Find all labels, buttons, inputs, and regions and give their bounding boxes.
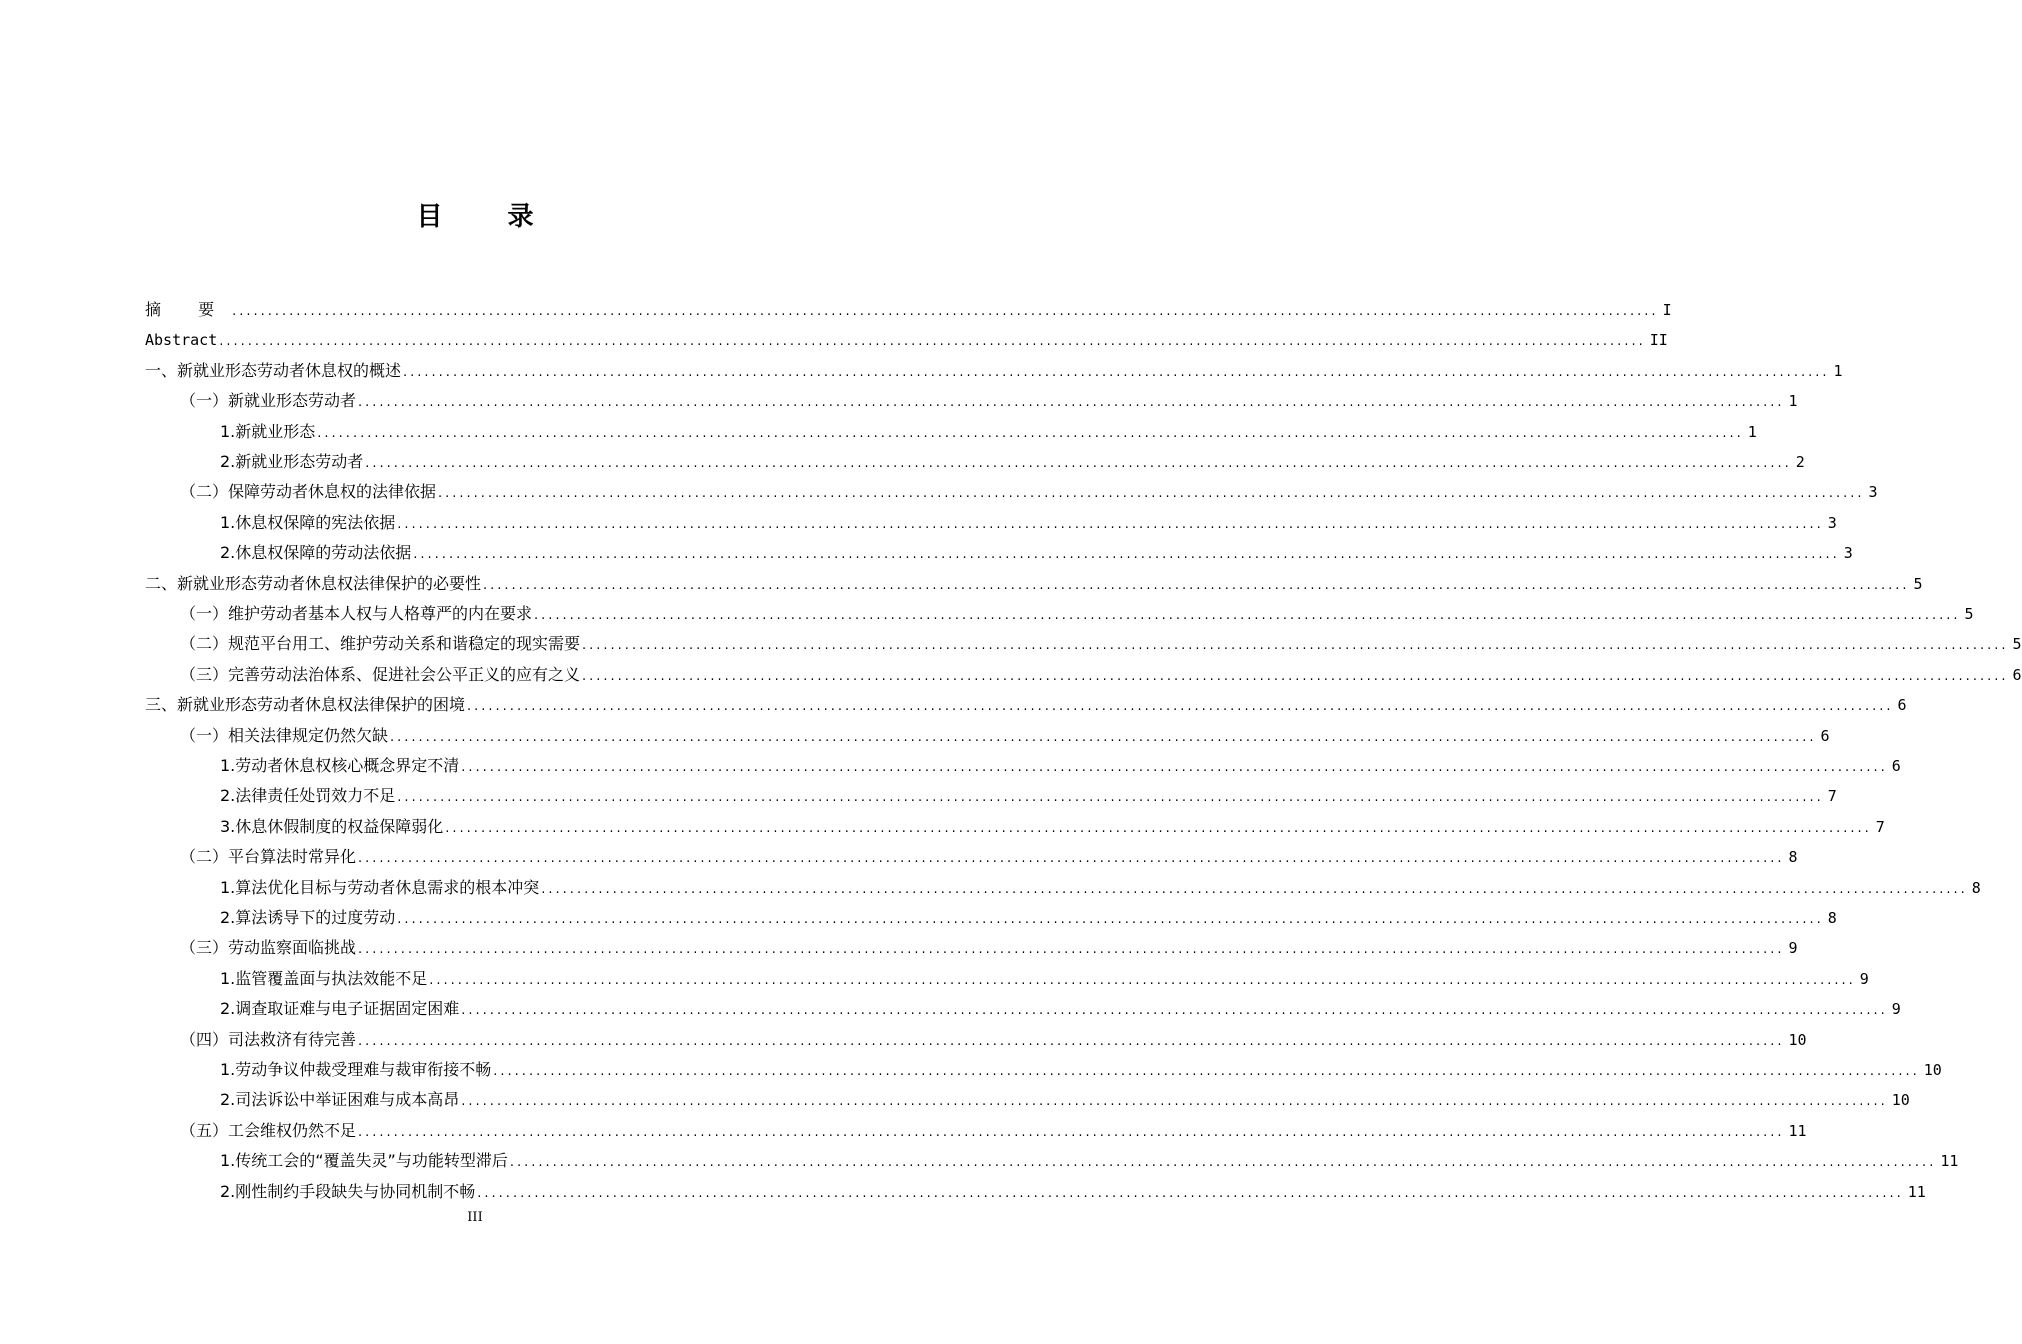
toc-entry-page: 1: [1788, 392, 1798, 411]
toc-entry[interactable]: [220, 873, 1981, 903]
toc-entry[interactable]: [220, 994, 1901, 1024]
toc-entry-label: （一）维护劳动者基本人权与人格尊严的内在要求: [180, 604, 533, 623]
toc-entry-page: 11: [1907, 1182, 1926, 1201]
toc-entry-page: 6: [1820, 726, 1830, 745]
toc-dot-leader: ........................................................................................................................................................................................................: [509, 1155, 1937, 1171]
toc-entry[interactable]: [180, 660, 2022, 690]
toc-entry-label: 2.法律责任处罚效力不足: [220, 786, 396, 806]
toc-entry-page: 10: [1891, 1091, 1910, 1110]
toc-entry-page: 6: [1897, 696, 1907, 715]
toc-entry-label: （五）工会维权仍然不足: [180, 1120, 357, 1140]
toc-entry-label: 2.新就业形态劳动者: [220, 452, 364, 471]
toc-dot-leader: ........................................................................................................................................................................................................: [317, 425, 1744, 441]
toc-entry-label: （四）司法救济有待完善: [180, 1029, 357, 1049]
toc-entry[interactable]: [220, 508, 1837, 538]
toc-entry-page: 6: [1891, 757, 1901, 775]
toc-entry[interactable]: [220, 1085, 1910, 1115]
toc-dot-leader: ........................................................................................................................................................................................................: [232, 304, 1659, 319]
toc-entry[interactable]: [180, 721, 1830, 751]
toc-entry-page: 3: [1868, 483, 1878, 502]
toc-entry-label: （一）新就业形态劳动者: [180, 391, 357, 411]
toc-dot-leader: ........................................................................................................................................................................................................: [438, 486, 1865, 502]
toc-entry[interactable]: [145, 295, 1672, 325]
toc-dot-leader: ........................................................................................................................................................................................................: [219, 334, 1646, 350]
toc-entry-label: （二）平台算法时常异化: [180, 847, 357, 867]
page-number-footer: III: [467, 1210, 483, 1225]
toc-entry-page: 9: [1891, 1000, 1901, 1019]
toc-entry[interactable]: [220, 417, 1757, 447]
toc-entry-label: （二）保障劳动者休息权的法律依据: [180, 482, 437, 502]
toc-dot-leader: ........................................................................................................................................................................................................: [477, 1185, 1904, 1201]
toc-dot-leader: ........................................................................................................................................................................................................: [429, 972, 1856, 988]
toc-entry[interactable]: [220, 781, 1837, 811]
toc-dot-leader: ........................................................................................................................................................................................................: [483, 577, 1910, 593]
toc-entry[interactable]: [180, 629, 2022, 659]
toc-entry-label: 一、新就业形态劳动者休息权的概述: [145, 360, 402, 380]
toc-entry-page: 10: [1923, 1061, 1942, 1079]
toc-entry-label: 1.劳动者休息权核心概念界定不清: [220, 756, 460, 775]
toc-entry-page: I: [1662, 301, 1672, 319]
toc-entry-page: 5: [1913, 574, 1923, 593]
toc-entry-page: 10: [1788, 1030, 1807, 1049]
toc-entry-page: 9: [1788, 939, 1798, 958]
toc-entry-page: 9: [1859, 969, 1869, 988]
toc-entry[interactable]: [220, 903, 1837, 933]
toc-entry[interactable]: [220, 812, 1885, 842]
toc-entry[interactable]: [180, 933, 1798, 963]
toc-dot-leader: ........................................................................................................................................................................................................: [445, 820, 1872, 836]
toc-entry[interactable]: [220, 1177, 1926, 1207]
toc-entry[interactable]: [145, 690, 1907, 720]
toc-entry[interactable]: [145, 356, 1843, 386]
toc-entry-label: （二）规范平台用工、维护劳动关系和谐稳定的现实需要: [180, 634, 581, 654]
toc-entry-page: 1: [1833, 361, 1843, 380]
toc-dot-leader: ........................................................................................................................................................................................................: [403, 364, 1830, 380]
toc-entry-page: 1: [1747, 422, 1757, 441]
toc-dot-leader: ........................................................................................................................................................................................................: [413, 547, 1840, 563]
toc-entry-label: 1.新就业形态: [220, 421, 316, 441]
toc-entry-page: 5: [1964, 605, 1974, 623]
toc-dot-leader: ........................................................................................................................................................................................................: [358, 1124, 1785, 1140]
toc-entry-page: 3: [1827, 513, 1837, 532]
toc-entry[interactable]: [180, 1116, 1807, 1146]
toc-dot-leader: ........................................................................................................................................................................................................: [461, 760, 1888, 775]
toc-entry-page: 8: [1827, 909, 1837, 927]
toc-entry-page: 2: [1795, 453, 1805, 471]
toc-dot-leader: ........................................................................................................................................................................................................: [467, 699, 1894, 715]
toc-entry-label: 二、新就业形态劳动者休息权法律保护的必要性: [145, 573, 482, 593]
toc-entry[interactable]: [220, 751, 1901, 781]
toc-dot-leader: ........................................................................................................................................................................................................: [582, 638, 2009, 654]
toc-entry-label: 2.司法诉讼中举证困难与成本高昂: [220, 1090, 460, 1110]
toc-dot-leader: ........................................................................................................................................................................................................: [582, 668, 2009, 684]
toc-entry-label: （三）完善劳动法治体系、促进社会公平正义的应有之义: [180, 664, 581, 684]
toc-entry-page: 5: [2012, 635, 2022, 654]
toc-entry[interactable]: [145, 569, 1923, 599]
toc-entry-label: 2.调查取证难与电子证据固定困难: [220, 999, 460, 1019]
toc-entry[interactable]: [220, 447, 1805, 477]
toc-entry-label: 2.算法诱导下的过度劳动: [220, 908, 396, 927]
toc-entry-page: 7: [1875, 817, 1885, 836]
toc-entry-label: （三）劳动监察面临挑战: [180, 938, 357, 958]
toc-dot-leader: ........................................................................................................................................................................................................: [397, 516, 1824, 532]
toc-title: 目 录: [416, 202, 562, 232]
toc-entry[interactable]: [180, 477, 1878, 507]
toc-dot-leader: ........................................................................................................................................................................................................: [461, 1094, 1888, 1110]
toc-entry-page: 6: [2012, 665, 2022, 684]
toc-dot-leader: ........................................................................................................................................................................................................: [390, 729, 1817, 745]
toc-entry-label: 1.监管覆盖面与执法效能不足: [220, 968, 428, 988]
toc-entry-page: 11: [1788, 1121, 1807, 1140]
toc-entry-label: 1.休息权保障的宪法依据: [220, 512, 396, 532]
toc-entry[interactable]: [180, 386, 1798, 416]
toc-entry-page: 8: [1971, 878, 1981, 897]
toc-dot-leader: ........................................................................................................................................................................................................: [365, 456, 1792, 471]
toc-entry-label: 3.休息休假制度的权益保障弱化: [220, 816, 444, 836]
toc-dot-leader: ........................................................................................................................................................................................................: [358, 942, 1785, 958]
toc-entry[interactable]: [180, 599, 1974, 629]
toc-entry-label: 2.休息权保障的劳动法依据: [220, 543, 412, 563]
toc-entry-label: 1.算法优化目标与劳动者休息需求的根本冲突: [220, 877, 540, 897]
toc-dot-leader: ........................................................................................................................................................................................................: [493, 1064, 1920, 1079]
toc-dot-leader: ........................................................................................................................................................................................................: [358, 1033, 1785, 1049]
toc-entry[interactable]: [145, 325, 1668, 355]
toc-entry-label: Abstract: [145, 331, 218, 350]
toc-entry-page: 7: [1827, 787, 1837, 806]
toc-entry-label: 三、新就业形态劳动者休息权法律保护的困境: [145, 695, 466, 715]
toc-entry[interactable]: [220, 538, 1853, 568]
toc-dot-leader: ........................................................................................................................................................................................................: [461, 1003, 1888, 1019]
toc-dot-leader: ........................................................................................................................................................................................................: [358, 851, 1785, 867]
toc-dot-leader: ........................................................................................................................................................................................................: [541, 881, 1968, 897]
toc-entry-page: 3: [1843, 544, 1853, 563]
toc-dot-leader: ........................................................................................................................................................................................................: [358, 395, 1785, 411]
toc-entry-label: （一）相关法律规定仍然欠缺: [180, 725, 389, 745]
toc-entry[interactable]: [220, 964, 1869, 994]
toc-entry[interactable]: [180, 842, 1798, 872]
toc-dot-leader: ........................................................................................................................................................................................................: [534, 608, 1961, 623]
toc-entry-page: II: [1649, 331, 1668, 350]
toc-dot-leader: ........................................................................................................................................................................................................: [397, 790, 1824, 806]
toc-entry[interactable]: [220, 1055, 1942, 1085]
toc-entry-page: 8: [1788, 848, 1798, 867]
toc-entry[interactable]: [180, 1025, 1807, 1055]
toc-entry-label: 1.劳动争议仲裁受理难与裁审衔接不畅: [220, 1060, 492, 1079]
toc-entry-page: 11: [1940, 1152, 1959, 1171]
toc-entry[interactable]: [220, 1146, 1959, 1176]
toc-entry-label: 2.刚性制约手段缺失与协同机制不畅: [220, 1181, 476, 1201]
toc-entry-label: 1.传统工会的“覆盖失灵”与功能转型滞后: [220, 1151, 508, 1171]
toc-entry-label: 摘 要: [145, 300, 231, 319]
toc-dot-leader: ........................................................................................................................................................................................................: [397, 912, 1824, 927]
